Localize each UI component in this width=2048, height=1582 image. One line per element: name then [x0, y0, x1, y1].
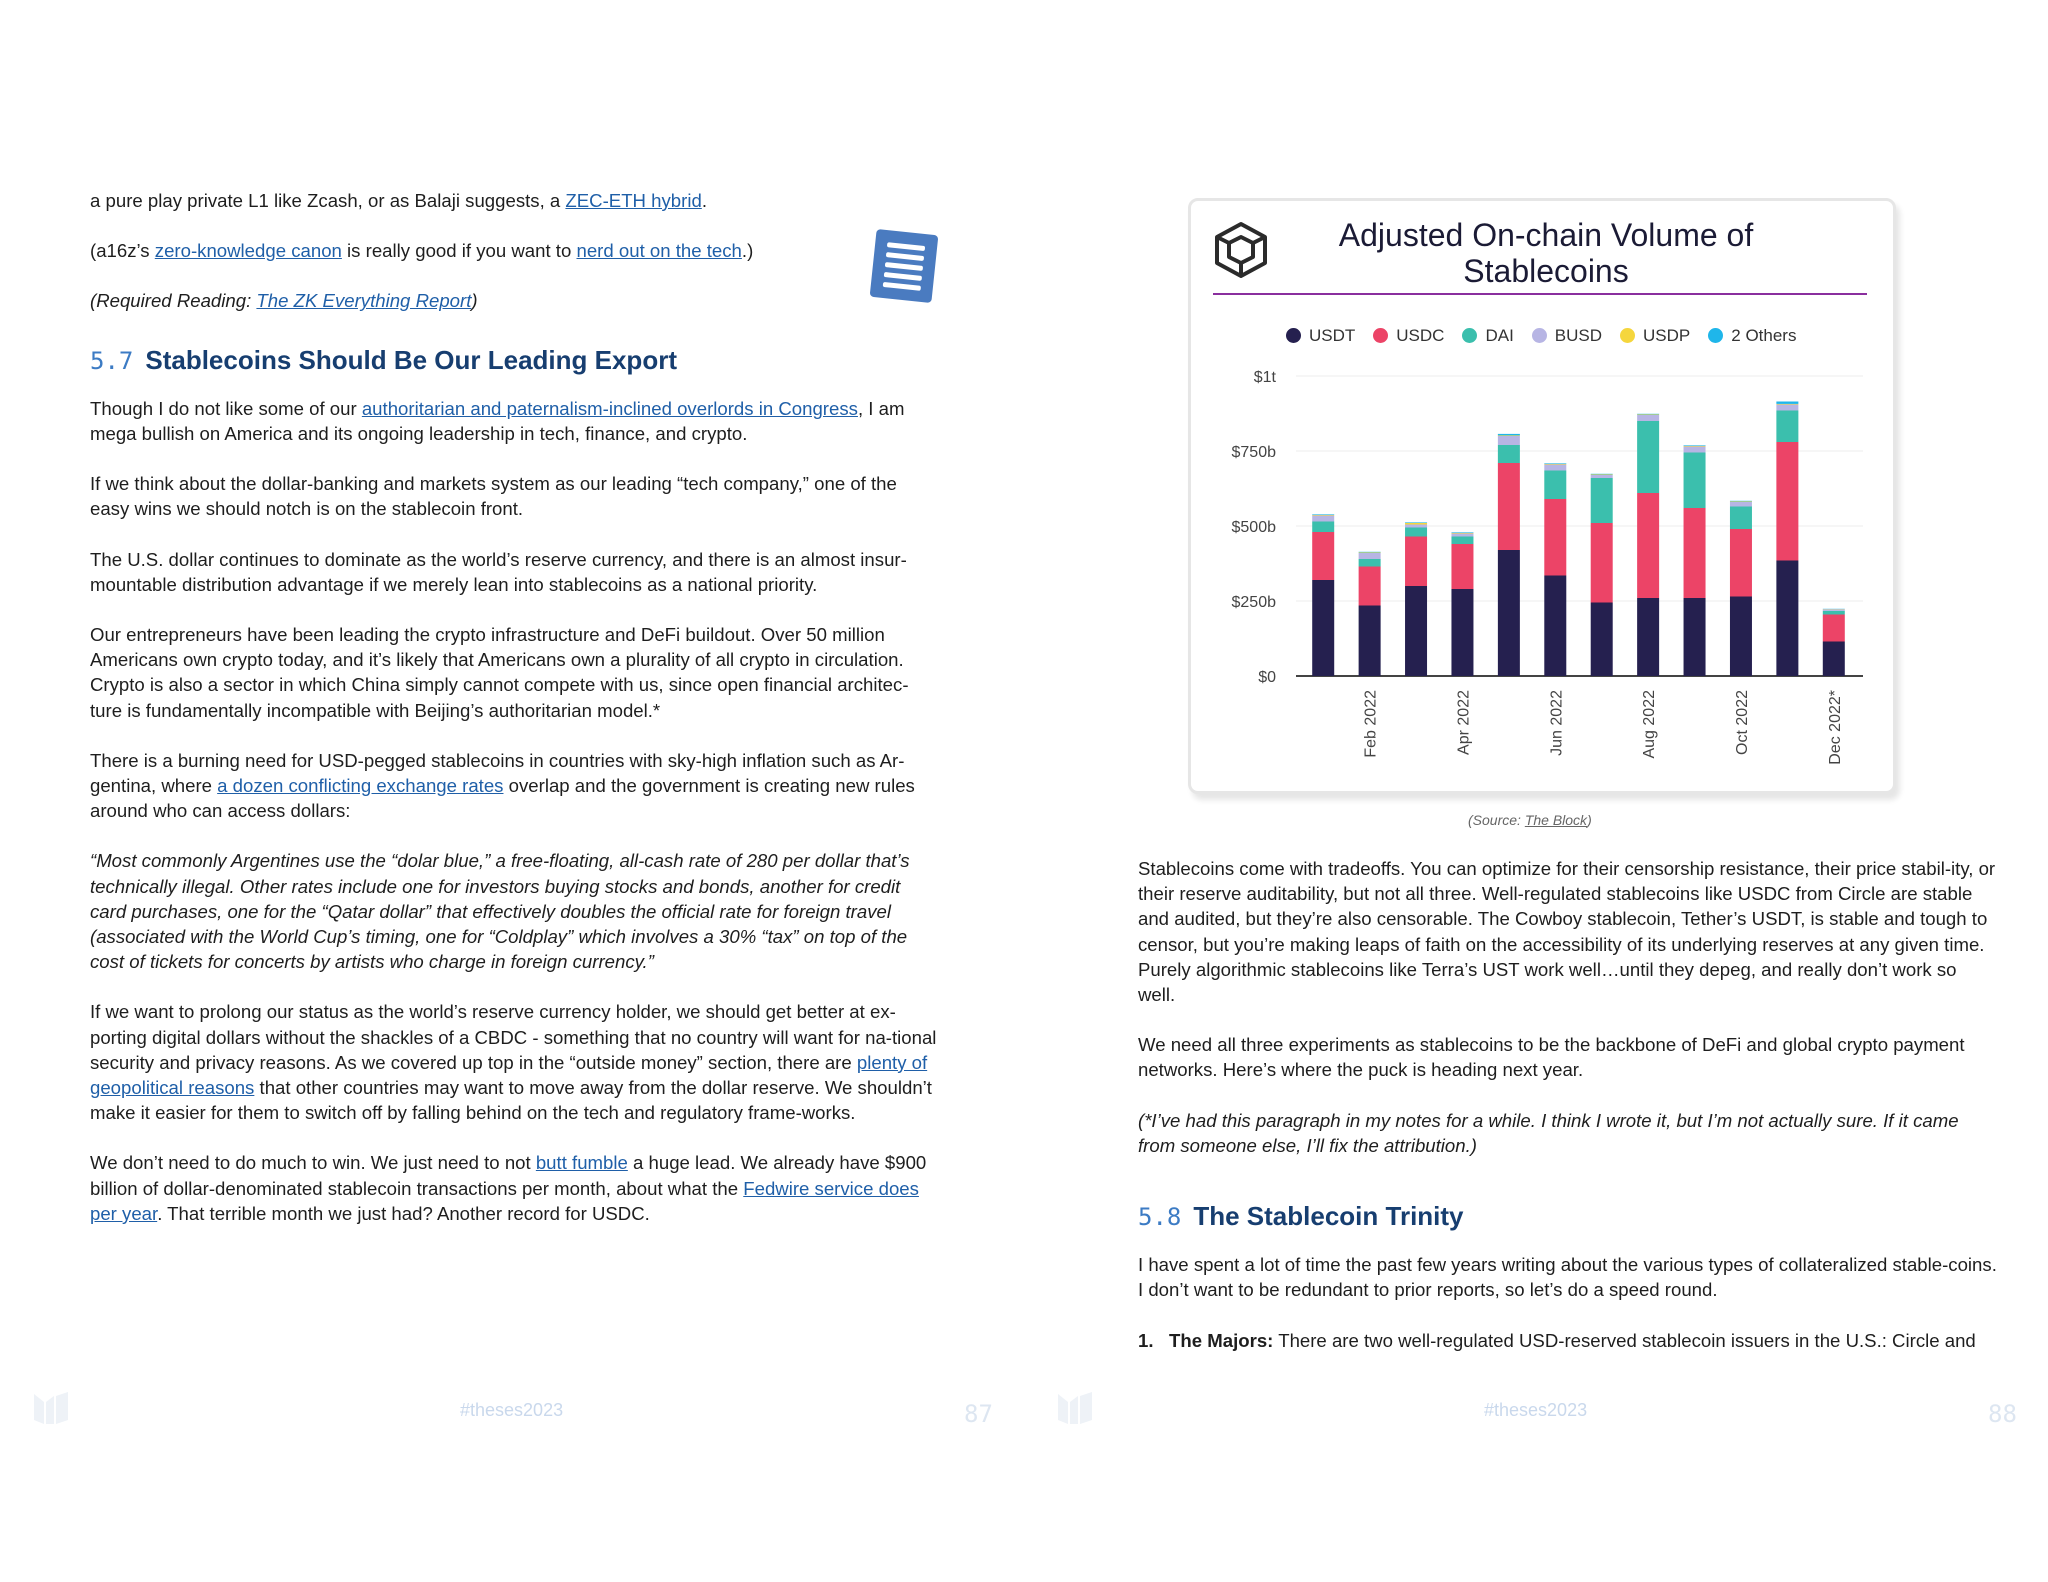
bar-segment-busd	[1405, 525, 1427, 528]
paragraph-2: If we think about the dollar-banking and markets system as our leading “tech company,” one of the easy wins we should notch is on the stablecoin front.	[90, 473, 897, 520]
text-span: a pure play private L1 like Zcash, or as Balaji suggests, a	[90, 190, 566, 211]
bar-segment-usdt	[1498, 550, 1520, 676]
bar-segment-usdc	[1776, 442, 1798, 561]
bar-segment-usdt	[1451, 589, 1473, 676]
y-tick-label: $0	[1258, 669, 1276, 686]
text-span: )	[471, 290, 478, 312]
bar-segment-usdp	[1451, 533, 1473, 534]
bar-segment-busd	[1591, 475, 1613, 478]
x-tick-label: Oct 2022	[1733, 690, 1751, 755]
block-quote: “Most commonly Argentines use the “dolar blue,” a free-floating, all-cash rate of 280 per dollar that’s technically illegal. Other rates include one for investors buying stocks and bonds, another for credit card purchases, one for the “Qatar dollar” that effectively doubles the official rate for foreign travel (associated with the World Cup’s timing, one for “Coldplay” which involves a 30% “tax” on top of the cost of tickets for concerts by artists who charge in foreign currency.”	[90, 850, 910, 973]
bar-segment-usdp	[1359, 552, 1381, 553]
bar-segment-2-others	[1684, 445, 1706, 446]
paragraph-4: Our entrepreneurs have been leading the crypto infrastructure and DeFi buildout. Over 50 million Americans own crypto today, and it’s likely that Americans own a plurality of all crypto in circulation. Crypto is also a sector in which China simply cannot compete with us, since open financial architec-ture is fundamentally incompatible with Beijing’s authoritarian model.*	[90, 624, 909, 721]
bar-segment-dai	[1498, 445, 1520, 463]
bar-segment-busd	[1684, 447, 1706, 453]
text-span: .)	[741, 240, 754, 262]
text-span: )	[1587, 812, 1592, 828]
section-heading-5-7	[90, 344, 940, 375]
required-reading	[90, 288, 940, 313]
paragraph-tradeoffs: Stablecoins come with tradeoffs. You can optimize for their censorship resistance, their price stabil-ity, or their reserve auditability, but not all three. Well-regulated stablecoins like USDC from Circle are stable and audited, but they’re also censorable. The Cowboy stablecoin, Tether’s USDT, is stable and tough to censor, but you’re making leaps of faith on the accessibility of its underlying reserves at any given time. Purely algorithmic stablecoins like Terra’s UST work well…until they depeg, and really don’t work so well.	[1138, 858, 1996, 1006]
text-span: . That terrible month we just had? Another record for USDC.	[157, 1202, 650, 1224]
bar-segment-usdc	[1498, 463, 1520, 550]
legend-label: USDT	[1309, 326, 1356, 345]
bar-segment-busd	[1312, 516, 1334, 522]
bar-segment-dai	[1684, 453, 1706, 509]
bar-segment-usdc	[1823, 615, 1845, 642]
bar-segment-usdt	[1359, 606, 1381, 677]
bar-segment-busd	[1776, 405, 1798, 411]
bar-segment-usdp	[1776, 404, 1798, 405]
bar-segment-usdc	[1405, 537, 1427, 587]
text-span: (Source:	[1468, 812, 1525, 828]
left-page-body	[90, 188, 940, 1251]
bar-segment-usdt	[1312, 580, 1334, 676]
bar-segment-2-others	[1359, 552, 1381, 553]
x-tick-label: Jun 2022	[1548, 690, 1566, 756]
bar-segment-usdt	[1730, 597, 1752, 677]
bar-segment-busd	[1823, 609, 1845, 611]
messari-logo-icon	[1056, 1390, 1096, 1426]
y-tick-label: $500b	[1231, 519, 1276, 536]
x-tick-label: Apr 2022	[1455, 690, 1473, 755]
bar-segment-2-others	[1591, 474, 1613, 475]
bar-segment-2-others	[1312, 514, 1334, 515]
section-number: 5.8	[1138, 1203, 1182, 1232]
text-span: .	[701, 190, 707, 211]
butt-fumble-link[interactable]: butt fumble	[535, 1152, 628, 1174]
paragraph-attribution-note: (*I’ve had this paragraph in my notes for a while. I think I wrote it, but I’m not actually sure. If it came from someone else, I’ll fix the attribution.)	[1138, 1109, 1959, 1156]
bar-segment-usdp	[1498, 435, 1520, 436]
y-tick-label: $1t	[1253, 369, 1276, 386]
x-tick-label: Dec 2022*	[1826, 690, 1844, 765]
bar-segment-dai	[1359, 559, 1381, 567]
bar-segment-dai	[1823, 611, 1845, 615]
bar-segment-usdp	[1637, 414, 1659, 415]
page-number: 88	[1988, 1400, 2017, 1428]
bar-segment-2-others	[1405, 522, 1427, 523]
legend-label: DAI	[1485, 326, 1514, 345]
bar-segment-usdp	[1312, 515, 1334, 516]
bar-segment-usdt	[1823, 642, 1845, 677]
bar-segment-busd	[1544, 465, 1566, 471]
legend-label: 2 Others	[1731, 326, 1797, 345]
zec-eth-hybrid-link[interactable]: ZEC-ETH hybrid	[565, 190, 702, 211]
text-span: We don’t need to do much to win. We just need to not	[90, 1152, 536, 1174]
page-number: 87	[964, 1400, 993, 1428]
text-span: overlap and the government is creating new rules around who can access dollars:	[90, 775, 915, 822]
x-tick-label: Aug 2022	[1641, 690, 1659, 759]
paragraph-6	[90, 999, 940, 1125]
messari-logo-icon	[32, 1390, 72, 1426]
paragraph-speed-round: I have spent a lot of time the past few years writing about the various types of collateralized stable-coins. I don’t want to be redundant to prior reports, so let’s do a speed round.	[1138, 1254, 1997, 1301]
bar-segment-usdt	[1684, 598, 1706, 676]
bar-segment-usdc	[1730, 529, 1752, 597]
bar-segment-usdp	[1405, 523, 1427, 525]
bar-segment-usdp	[1730, 501, 1752, 502]
bar-segment-2-others	[1776, 402, 1798, 404]
bar-segment-usdc	[1359, 567, 1381, 606]
bar-segment-usdc	[1312, 532, 1334, 580]
bar-segment-2-others	[1498, 434, 1520, 436]
legend-label: USDC	[1396, 326, 1445, 345]
text-span: (Required Reading:	[90, 290, 257, 312]
footer-hashtag: #theses2023	[1484, 1400, 1588, 1420]
bar-chart	[1191, 201, 1893, 791]
section-number: 5.7	[90, 346, 134, 375]
text-span: There is a burning need for USD-pegged stablecoins in countries with sky-high inflation such as Ar-gentina, where	[90, 749, 905, 797]
document-icon	[870, 229, 939, 303]
bar-segment-busd	[1359, 553, 1381, 559]
chart-source	[1468, 812, 1592, 828]
paragraph-3: The U.S. dollar continues to dominate as the world’s reserve currency, and there is an almost insur-mountable distribution advantage if we merely lean into stablecoins as a national priority.	[90, 548, 907, 595]
bar-segment-2-others	[1637, 414, 1659, 415]
bar-segment-usdp	[1591, 474, 1613, 475]
bar-segment-dai	[1776, 411, 1798, 443]
zk-everything-report-link[interactable]: The ZK Everything Report	[256, 290, 472, 312]
bar-segment-usdt	[1776, 561, 1798, 677]
exchange-rates-link[interactable]: a dozen conflicting exchange rates	[217, 775, 504, 797]
bar-segment-2-others	[1544, 463, 1566, 464]
bar-segment-usdp	[1544, 464, 1566, 465]
text-span: (a16z’s	[90, 240, 155, 262]
section-heading-5-8	[1138, 1201, 1998, 1232]
section-title: The Stablecoin Trinity	[1193, 1201, 1464, 1232]
paragraph-experiments: We need all three experiments as stablecoins to be the backbone of DeFi and global crypto payment networks. Here’s where the puck is heading next year.	[1138, 1034, 1965, 1081]
section-title: Stablecoins Should Be Our Leading Export	[145, 344, 677, 375]
text-span: a huge lead. We already have $900 billion of dollar-denominated stablecoin transactions per month, about what the	[90, 1152, 927, 1199]
y-tick-label: $250b	[1231, 594, 1276, 611]
text-span: that other countries may want to move away from the dollar reserve. We shouldn’t make it easier for them to switch off by falling behind on the tech and regulatory frame-works.	[90, 1077, 932, 1124]
intro-paragraph-1	[90, 188, 940, 213]
bar-segment-usdt	[1591, 603, 1613, 677]
bar-segment-dai	[1405, 528, 1427, 537]
text-span: There are two well-regulated USD-reserved stablecoin issuers in the U.S.: Circle and	[1273, 1329, 1976, 1351]
right-page-body	[1138, 856, 1998, 1378]
bar-segment-dai	[1451, 537, 1473, 545]
legend-label: BUSD	[1554, 326, 1603, 345]
paragraph-7	[90, 1150, 940, 1226]
x-tick-label: Feb 2022	[1362, 690, 1380, 758]
bar-segment-usdc	[1451, 544, 1473, 589]
text-span: is really good if you want to	[341, 240, 577, 262]
the-block-source-link[interactable]: The Block	[1524, 812, 1588, 828]
chart-card	[1188, 198, 1896, 794]
bar-segment-dai	[1591, 478, 1613, 523]
paragraph-5	[90, 748, 940, 824]
bar-segment-usdt	[1405, 586, 1427, 676]
footer-hashtag: #theses2023	[460, 1400, 564, 1420]
bar-segment-2-others	[1451, 532, 1473, 533]
nerd-out-link[interactable]: nerd out on the tech	[576, 240, 742, 262]
bar-segment-usdp	[1684, 446, 1706, 447]
bar-segment-usdc	[1637, 493, 1659, 598]
bar-segment-usdc	[1544, 499, 1566, 576]
intro-paragraph-2	[90, 238, 940, 263]
y-tick-label: $750b	[1231, 444, 1276, 461]
text-span: , I am mega bullish on America and its ongoing leadership in tech, finance, and crypto.	[90, 397, 905, 445]
bar-segment-busd	[1637, 415, 1659, 421]
list-item-title: The Majors:	[1169, 1329, 1274, 1351]
text-span: Though I do not like some of our	[90, 397, 362, 419]
paragraph-1	[90, 396, 940, 446]
bar-segment-usdc	[1684, 508, 1706, 598]
bar-segment-usdc	[1591, 523, 1613, 603]
chart-title: Adjusted On-chain Volume of Stablecoins	[1338, 217, 1754, 289]
zero-knowledge-canon-link[interactable]: zero-knowledge canon	[154, 240, 342, 262]
text-span: If we want to prolong our status as the world’s reserve currency holder, we should get better at ex-porting digital dollars without the shackles of a CBDC - something that no country will want for na-tional security and privacy reasons. As we covered up top in the “outside money” section, there are	[90, 1001, 937, 1073]
bar-segment-2-others	[1730, 501, 1752, 502]
bar-segment-busd	[1730, 502, 1752, 507]
bar-segment-dai	[1637, 421, 1659, 493]
overlords-link[interactable]: authoritarian and paternalism-inclined overlords in Congress	[361, 397, 858, 419]
bar-segment-usdt	[1637, 598, 1659, 676]
bar-segment-dai	[1730, 507, 1752, 530]
geopolitical-reasons-link[interactable]: plenty of geopolitical reasons	[90, 1051, 928, 1099]
bar-segment-busd	[1498, 436, 1520, 445]
legend-label: USDP	[1643, 326, 1691, 345]
list-number: 1.	[1138, 1329, 1154, 1351]
fedwire-link[interactable]: Fedwire service does per year	[90, 1177, 919, 1224]
list-item-majors	[1138, 1328, 1998, 1353]
bar-segment-dai	[1312, 522, 1334, 533]
bar-segment-busd	[1451, 534, 1473, 537]
bar-segment-dai	[1544, 471, 1566, 500]
bar-segment-usdt	[1544, 576, 1566, 677]
